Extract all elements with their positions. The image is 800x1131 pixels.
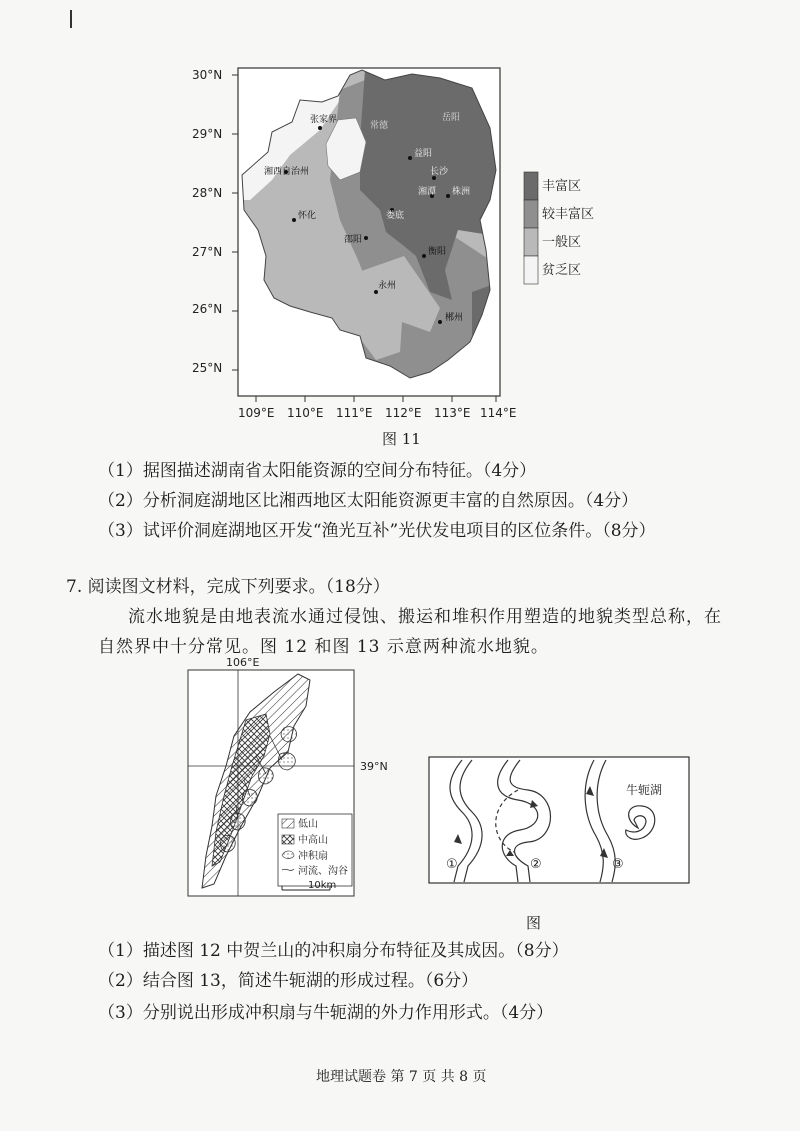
city-changsha: 长沙 [430,167,449,177]
map11-legend [524,172,594,284]
legend-poor: 贫乏区 [542,263,582,278]
lon-label-110: 110°E [287,406,324,420]
legend-rich: 丰富区 [542,179,582,194]
margin-mark [70,10,72,28]
city-shaoyang: 邵阳 [344,235,363,245]
figure-13-caption: 图 [526,914,542,932]
question-7-heading: 7. 阅读图文材料，完成下列要求。（18分） [66,577,390,597]
question-6-1: （1）据图描述湖南省太阳能资源的空间分布特征。（4分） [98,461,537,481]
lon-label-111: 111°E [336,406,373,420]
city-changde: 常德 [370,121,389,131]
legend-low-mountain: 低山 [298,819,318,830]
lon-label-113: 113°E [434,406,471,420]
figure-12-map [170,656,370,906]
lat-label-28: 28°N [192,186,223,200]
city-yueyang: 岳阳 [442,113,461,123]
question-7-2: （2）结合图 13，简述牛轭湖的形成过程。（6分） [98,971,479,991]
city-yongzhou: 永州 [378,281,397,291]
lat-label-27: 27°N [192,245,223,259]
lat-label-30: 30°N [192,68,223,82]
scale-label: 10km [308,880,337,891]
city-huaihua: 怀化 [298,211,317,221]
city-zhangjiajie: 张家界 [310,115,338,125]
fig12-lat-label: 39°N [360,760,388,773]
fig12-legend [278,814,352,886]
legend-rich-moderate: 较丰富区 [542,207,595,222]
city-xiangtan: 湘潭 [418,187,437,197]
lat-label-25: 25°N [192,361,223,375]
figure-11-caption: 图 11 [382,430,421,448]
city-zhuzhou: 株洲 [452,187,471,197]
city-yiyang: 益阳 [414,149,433,159]
question-7-1: （1）描述图 12 中贺兰山的冲积扇分布特征及其成因。（8分） [98,941,569,961]
lat-label-26: 26°N [192,302,223,316]
label-stage-1: ① [446,857,458,872]
lon-label-109: 109°E [238,406,275,420]
lat-label-29: 29°N [192,127,223,141]
legend-mid-high-mountain: 中高山 [298,835,328,846]
legend-river-valley: 河流、沟谷 [298,866,348,877]
city-chenzhou: 郴州 [445,313,464,323]
fig12-lon-label: 106°E [226,656,260,669]
figure-11-map [190,60,610,430]
label-stage-2: ② [530,857,542,872]
question-7-para-line2: 自然界中十分常见。图 12 和图 13 示意两种流水地貌。 [98,637,549,657]
question-7-para-line1: 流水地貌是由地表流水通过侵蚀、搬运和堆积作用塑造的地貌类型总称，在 [128,607,722,627]
lon-label-114: 114°E [480,406,517,420]
lon-label-112: 112°E [385,406,422,420]
city-hengyang: 衡阳 [428,247,447,257]
question-6-3: （3）试评价洞庭湖地区开发“渔光互补”光伏发电项目的区位条件。（8分） [98,521,656,541]
legend-general: 一般区 [542,235,582,250]
page-footer: 地理试题卷 第 7 页 共 8 页 [316,1069,487,1085]
label-stage-3: ③ [612,857,624,872]
legend-alluvial-fan: 冲积扇 [298,851,328,862]
city-xiangxi: 湘西自治州 [264,167,310,177]
question-7-3: （3）分别说出形成冲积扇与牛轭湖的外力作用形式。（4分） [98,1003,554,1023]
question-6-2: （2）分析洞庭湖地区比湘西地区太阳能资源更丰富的自然原因。（4分） [98,491,639,511]
city-loudi: 娄底 [386,211,405,221]
figure-13-diagram [428,756,690,886]
label-oxbow-lake: 牛轭湖 [626,783,663,797]
